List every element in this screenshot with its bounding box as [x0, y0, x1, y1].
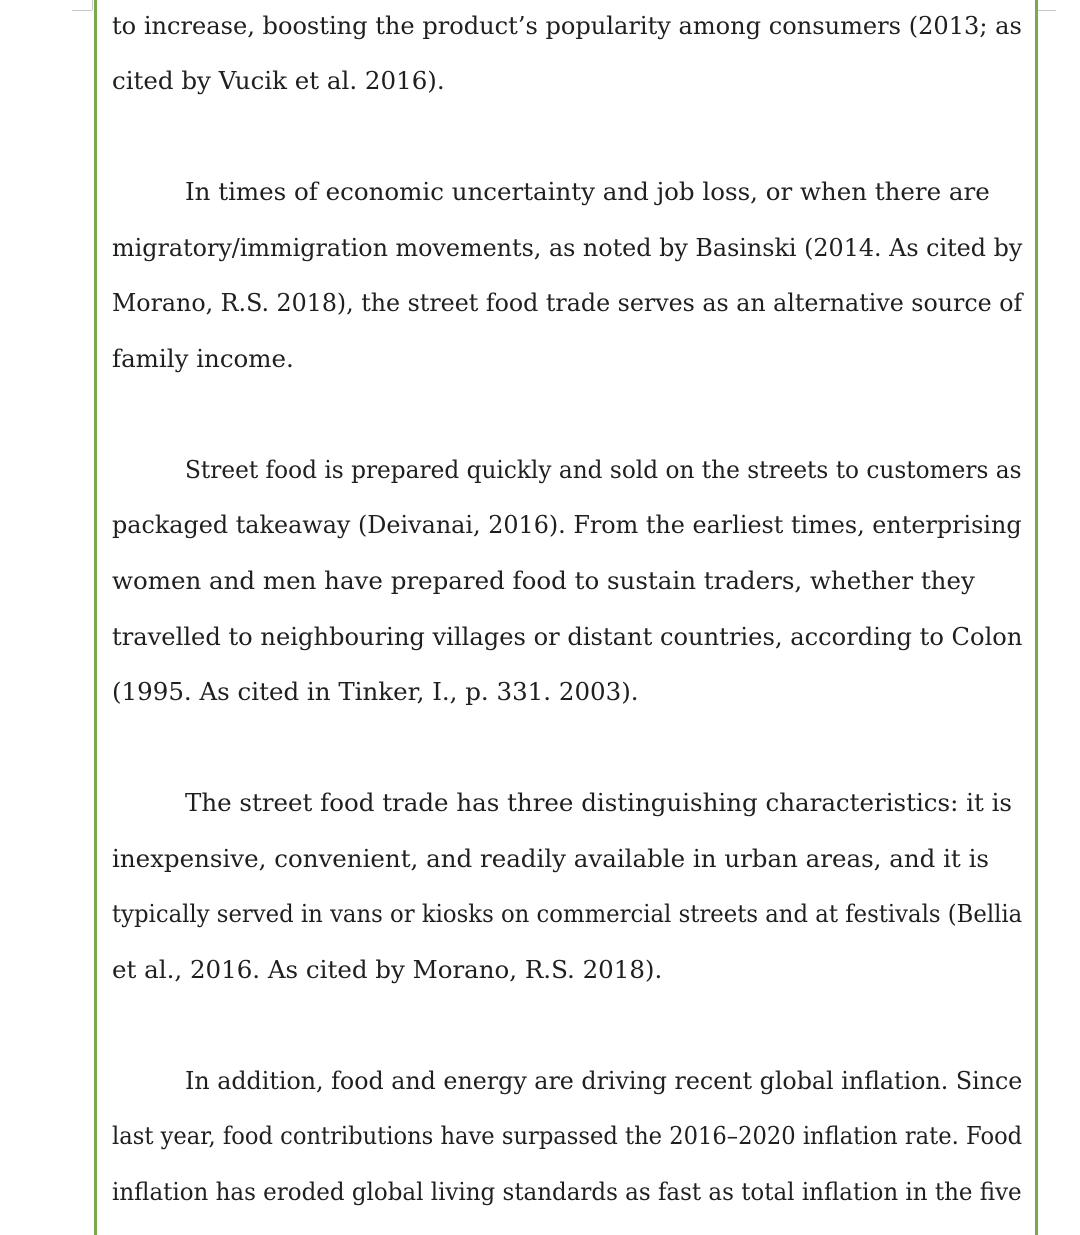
- paragraph-5-line-2: last year, food contributions have surpassed the 2016–2020 inflation rate. Food: [112, 1121, 1023, 1150]
- paragraph-3-line-4: travelled to neighbouring villages or distant countries, according to Colon: [112, 622, 1023, 651]
- paragraph-1-line-1: to increase, boosting the product’s popularity among consumers (2013; as: [112, 11, 1022, 40]
- paragraph-4-line-4: et al., 2016. As cited by Morano, R.S. 2018).: [112, 955, 663, 984]
- paragraph-2-line-1: In times of economic uncertainty and job loss, or when there are: [185, 177, 990, 206]
- paragraph-5-line-3: inflation has eroded global living standards as fast as total inflation in the five: [112, 1177, 1022, 1206]
- paragraph-2-line-3: Morano, R.S. 2018), the street food trade serves as an alternative source of: [112, 288, 1023, 317]
- paragraph-3-line-3: women and men have prepared food to sustain traders, whether they: [112, 566, 975, 595]
- paragraph-3-line-1: Street food is prepared quickly and sold on the streets to customers as: [185, 455, 1022, 484]
- paragraph-4-line-2: inexpensive, convenient, and readily available in urban areas, and it is: [112, 844, 989, 873]
- paragraph-2-line-2: migratory/immigration movements, as noted by Basinski (2014. As cited by: [112, 233, 1023, 262]
- paragraph-3-line-5: (1995. As cited in Tinker, I., p. 331. 2003).: [112, 677, 639, 706]
- crop-mark-top-left: [72, 10, 92, 11]
- paragraph-4-line-1: The street food trade has three distinguishing characteristics: it is: [185, 788, 1013, 817]
- paragraph-5-line-1: In addition, food and energy are driving recent global inflation. Since: [185, 1066, 1023, 1095]
- paragraph-4-line-3: typically served in vans or kiosks on commercial streets and at festivals (Bellia: [112, 899, 1023, 928]
- paragraph-3-line-2: packaged takeaway (Deivanai, 2016). From the earliest times, enterprising: [112, 510, 1022, 539]
- paragraph-2-line-4: family income.: [112, 344, 294, 373]
- paragraph-1-line-2: cited by Vucik et al. 2016).: [112, 66, 445, 95]
- crop-mark-top-right: [1036, 10, 1056, 11]
- crop-mark-left-vertical: [92, 0, 93, 10]
